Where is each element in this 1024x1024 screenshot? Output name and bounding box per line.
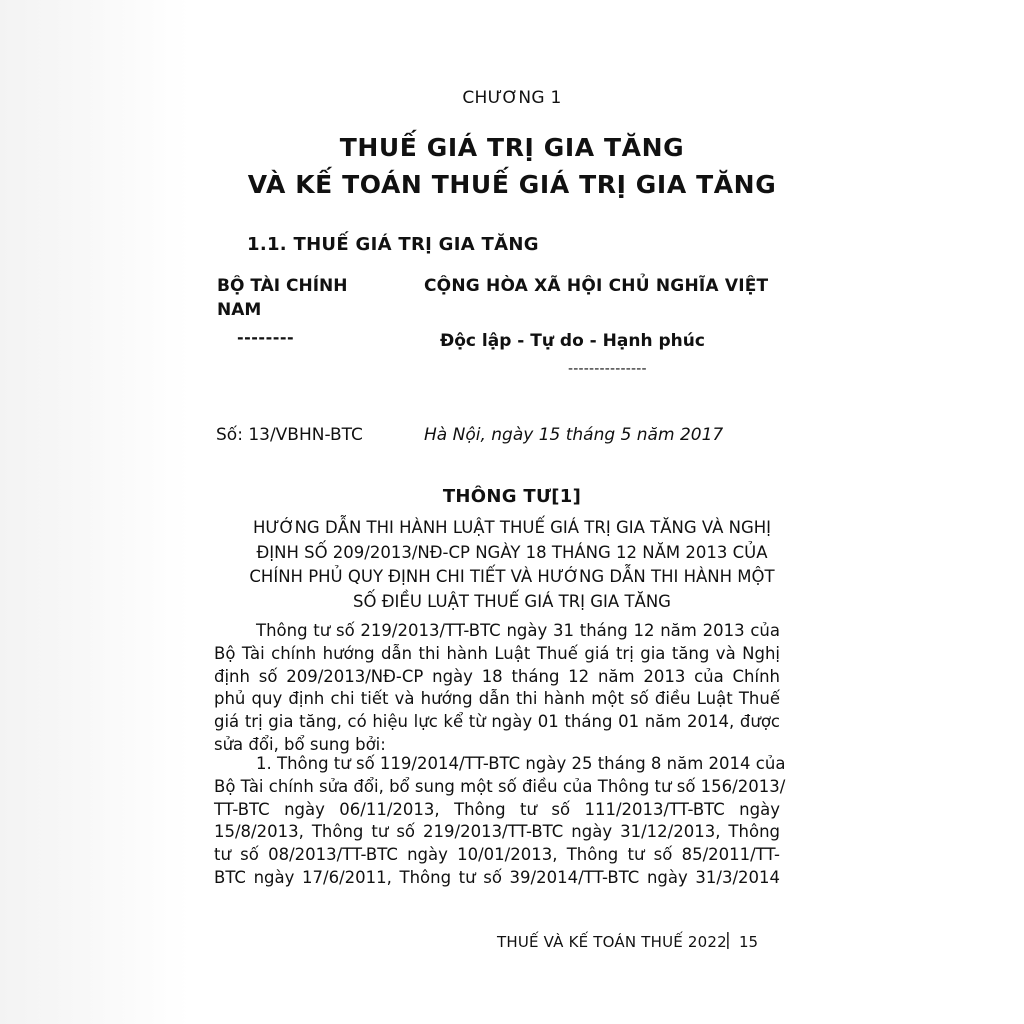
paragraph-line: TT-BTC ngày 06/11/2013, Thông tư số 111/2013/TT-BTC ngày	[214, 799, 780, 819]
chapter-title-line-1: THUẾ GIÁ TRỊ GIA TĂNG	[339, 133, 685, 162]
motto-separator: ---------------	[568, 361, 647, 377]
body-paragraph-2	[214, 753, 786, 890]
paragraph-line: Bộ Tài chính hướng dẫn thi hành Luật Thuế giá trị gia tăng và Nghị	[214, 643, 780, 663]
body-paragraph-1	[214, 620, 780, 757]
paragraph-line: 1. Thông tư số 119/2014/TT-BTC ngày 25 tháng 8 năm 2014 của	[256, 754, 786, 773]
circular-subject-line: ĐỊNH SỐ 209/2013/NĐ-CP NGÀY 18 THÁNG 12 NĂM 2013 CỦA	[256, 542, 768, 562]
footer-separator: |	[725, 930, 731, 950]
circular-subject-line: CHÍNH PHỦ QUY ĐỊNH CHI TIẾT VÀ HƯỚNG DẪN THI HÀNH MỘT	[249, 567, 775, 586]
section-heading: 1.1. THUẾ GIÁ TRỊ GIA TĂNG	[247, 234, 539, 255]
national-motto: Độc lập - Tự do - Hạnh phúc	[440, 331, 705, 351]
document-number: Số: 13/VBHN-BTC	[216, 425, 363, 445]
paragraph-line: tư số 08/2013/TT-BTC ngày 10/01/2013, Thông tư số 85/2011/TT-	[214, 845, 780, 865]
paragraph-line: 15/8/2013, Thông tư số 219/2013/TT-BTC ngày 31/12/2013, Thông	[214, 822, 780, 842]
footer-running-title: THUẾ VÀ KẾ TOÁN THUẾ 2022	[497, 933, 727, 951]
circular-subject-line: SỐ ĐIỀU LUẬT THUẾ GIÁ TRỊ GIA TĂNG	[353, 591, 671, 611]
chapter-title-line-2: VÀ KẾ TOÁN THUẾ GIÁ TRỊ GIA TĂNG	[247, 170, 777, 199]
paragraph-line: Thông tư số 219/2013/TT-BTC ngày 31 tháng 12 năm 2013 của	[256, 621, 780, 640]
paragraph-line: BTC ngày 17/6/2011, Thông tư số 39/2014/TT-BTC ngày 31/3/2014	[214, 867, 780, 887]
circular-subject	[0, 516, 1024, 614]
paragraph-line: định số 209/2013/NĐ-CP ngày 18 tháng 12 năm 2013 của Chính	[214, 666, 780, 686]
paragraph-line: sửa đổi, bổ sung bởi:	[214, 734, 386, 754]
circular-subject-line: HƯỚNG DẪN THI HÀNH LUẬT THUẾ GIÁ TRỊ GIA TĂNG VÀ NGHỊ	[252, 518, 772, 537]
paragraph-line: giá trị gia tăng, có hiệu lực kể từ ngày 01 tháng 01 năm 2014, được	[214, 712, 780, 732]
republic-header: CỘNG HÒA XÃ HỘI CHỦ NGHĨA VIỆT	[424, 276, 769, 296]
issuer-separator: --------	[237, 328, 295, 347]
circular-title: THÔNG TƯ[1]	[442, 486, 582, 507]
paragraph-line: Bộ Tài chính sửa đổi, bổ sung một số điều của Thông tư số 156/2013/	[214, 776, 786, 796]
issuer-name: BỘ TÀI CHÍNH NAM	[217, 276, 348, 320]
page-number: 15	[739, 933, 759, 951]
chapter-label: CHƯƠNG 1	[462, 88, 562, 108]
paragraph-line: phủ quy định chi tiết và hướng dẫn thi hành một số điều Luật Thuế	[214, 689, 780, 709]
place-and-date: Hà Nội, ngày 15 tháng 5 năm 2017	[424, 425, 724, 445]
